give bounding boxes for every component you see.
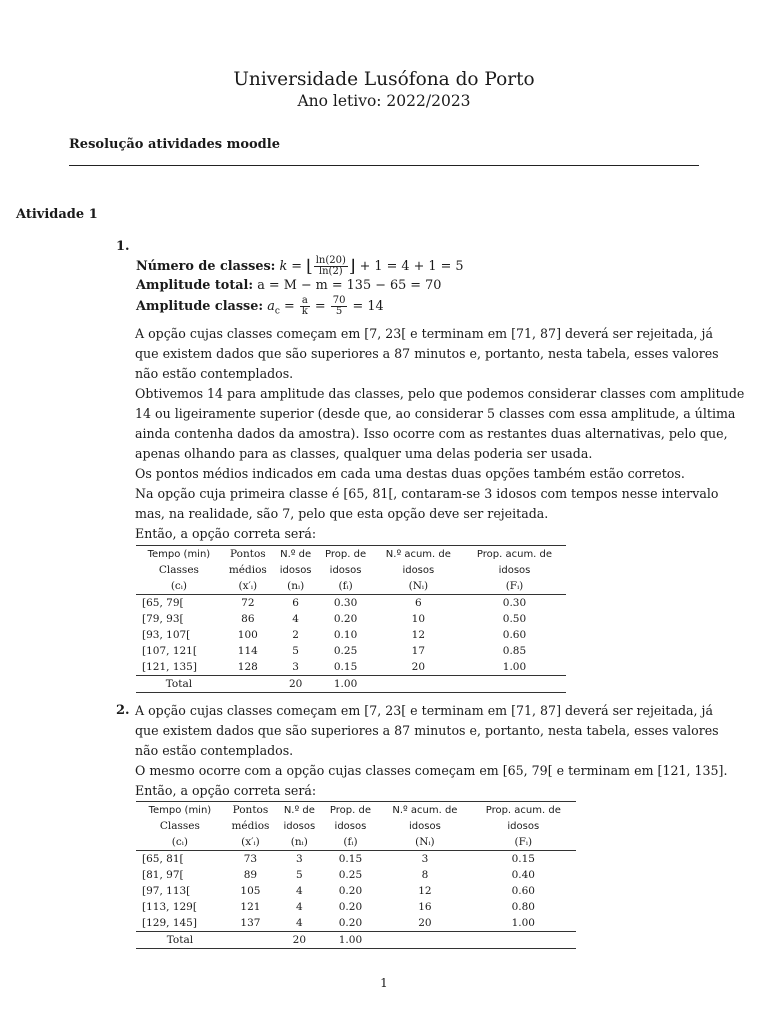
table-total-row (136, 676, 566, 693)
table-cell (224, 932, 277, 949)
table-header-cell: idosos (334, 820, 367, 832)
table-header-cell: Classes (159, 820, 200, 832)
table-header-cell: idosos (402, 564, 435, 576)
question-number: 1. (116, 239, 130, 254)
formula-num-classes (136, 256, 464, 277)
table-cell: 72 (241, 597, 255, 609)
table-cell: 12 (411, 629, 426, 641)
table-cell: [113, 129[ (142, 901, 197, 913)
table-cell: 0.20 (338, 885, 363, 897)
formula-var: a (267, 299, 275, 314)
table-cell: 0.15 (511, 853, 535, 865)
table-header-cell: Prop. acum. de (471, 802, 576, 819)
table-header-cell: Pontos (224, 802, 277, 819)
paragraph-line: ainda contenha dados da amostra). Isso ocorre com as restantes duas alternativas, pelo que, (135, 426, 728, 441)
section-heading: Resolução atividades moodle (69, 137, 280, 152)
table-header-row (136, 546, 566, 563)
paragraph-line: não estão contemplados. (135, 743, 294, 758)
activity-heading: Atividade 1 (16, 207, 98, 222)
table-cell: 0.15 (333, 661, 358, 673)
table-cell: 0.60 (502, 629, 527, 641)
paragraph-line: A opção cujas classes começam em [7, 23[ e terminam em [71, 87] deverá ser rejeitada, já (135, 703, 713, 718)
floor-bracket-right: ⌋ (348, 256, 356, 277)
table-header-cell: Tempo (min) (136, 802, 224, 819)
table-header-cell: (fᵢ) (322, 834, 380, 851)
table-header-cell: médios (228, 564, 267, 576)
fraction-denominator: k (301, 306, 308, 317)
table-header-cell: (Nᵢ) (379, 834, 470, 851)
table-cell: 0.50 (502, 613, 527, 625)
table-cell: Total (136, 676, 222, 693)
table-row (136, 883, 576, 899)
table-header-cell: N.º acum. de (374, 546, 463, 563)
table-cell: [93, 107[ (142, 629, 191, 641)
table-header-cell: (Fᵢ) (471, 834, 576, 851)
paragraph-line: mas, na realidade, são 7, pelo que esta opção deve ser rejeitada. (135, 506, 549, 521)
table-header-cell: (cᵢ) (136, 578, 222, 595)
table-cell: [79, 93[ (142, 613, 184, 625)
paragraph-line: 14 ou ligeiramente superior (desde que, ao considerar 5 classes com essa amplitude, a última (135, 406, 736, 421)
table-header-row (136, 818, 576, 834)
table-header-row (136, 562, 566, 578)
table-cell: 1.00 (317, 676, 373, 693)
table-cell: 3 (292, 661, 299, 673)
table-cell: 17 (411, 645, 426, 657)
table-cell (222, 676, 274, 693)
table-row (136, 851, 576, 868)
formula-subscript: c (274, 306, 280, 317)
fraction-numerator: a (300, 296, 310, 307)
formula-label: Número de classes: (136, 259, 276, 274)
paragraph-line: Na opção cuja primeira classe é [65, 81[, contaram-se 3 idosos com tempos nesse intervalo (135, 486, 719, 501)
table-header-cell: Prop. de (322, 802, 380, 819)
table-cell: 1.00 (511, 917, 535, 929)
floor-bracket-left: ⌊ (306, 256, 313, 277)
table-header-cell: idosos (279, 564, 312, 576)
table-cell: 105 (240, 885, 261, 897)
table-cell: 20 (411, 661, 426, 673)
table-header-cell: (fᵢ) (317, 578, 373, 595)
table-cell: 114 (237, 645, 258, 657)
table-header-cell: N.º de (274, 546, 318, 563)
table-cell: 100 (237, 629, 258, 641)
table-header-cell: médios (231, 820, 270, 832)
table-cell: 0.20 (338, 901, 363, 913)
table-cell (379, 932, 470, 949)
formula-text: k = (279, 259, 303, 274)
table-cell: 6 (292, 597, 299, 609)
table-cell: 0.60 (511, 885, 535, 897)
table-header-cell: (Nᵢ) (374, 578, 463, 595)
paragraph-line: não estão contemplados. (135, 366, 294, 381)
formula-eq: = (314, 299, 326, 314)
formula-text: + 1 = 4 + 1 = 5 (359, 259, 464, 274)
table-cell: [121, 135] (142, 661, 197, 673)
table-header-cell: idosos (329, 564, 362, 576)
table-cell: 4 (296, 885, 303, 897)
table-cell: 128 (237, 661, 258, 673)
table-cell: 3 (421, 853, 429, 865)
table-header-cell: (cᵢ) (136, 834, 224, 851)
q2-paragraph (135, 701, 727, 801)
table-header-cell: Tempo (min) (136, 546, 222, 563)
table-header-cell: (Fᵢ) (463, 578, 566, 595)
fraction-numerator: ln(20) (315, 255, 346, 266)
table-header-cell: (nᵢ) (274, 578, 318, 595)
table-header-row (136, 834, 576, 851)
question-number: 2. (116, 703, 130, 718)
table-cell: 12 (418, 885, 432, 897)
table-cell: [65, 81[ (142, 853, 184, 865)
table-cell: 0.40 (511, 869, 535, 881)
paragraph-line: apenas olhando para as classes, qualquer uma delas poderia ser usada. (135, 446, 593, 461)
table-cell: Total (136, 932, 224, 949)
table-cell: 3 (296, 853, 303, 865)
table-cell: 10 (411, 613, 426, 625)
paragraph-line: que existem dados que são superiores a 87 minutos e, portanto, nesta tabela, esses valores (135, 723, 719, 738)
paragraph-line: que existem dados que são superiores a 87 minutos e, portanto, nesta tabela, esses valores (135, 346, 719, 361)
formula-amplitude-total (136, 278, 441, 293)
table-cell: 5 (292, 645, 299, 657)
table-cell: 1.00 (322, 932, 380, 949)
table-row (136, 643, 566, 659)
page-title: Universidade Lusófona do Porto (233, 69, 535, 90)
table-cell: [107, 121[ (142, 645, 197, 657)
table-cell: 8 (421, 869, 429, 881)
formula-eq: = (283, 299, 295, 314)
table-cell: 0.10 (333, 629, 358, 641)
frequency-table-2 (136, 801, 576, 949)
table-cell: 73 (243, 853, 258, 865)
table-row (136, 915, 576, 932)
table-cell: 0.15 (338, 853, 363, 865)
table-cell: 86 (241, 613, 255, 625)
table-cell (374, 676, 463, 693)
paragraph-line: Os pontos médios indicados em cada uma destas duas opções também estão corretos. (135, 466, 685, 481)
table-cell: 1.00 (502, 661, 527, 673)
paragraph-line: Então, a opção correta será: (135, 783, 317, 798)
table-cell: 5 (296, 869, 303, 881)
table-header-cell: N.º acum. de (379, 802, 470, 819)
formula-amplitude-class (136, 296, 384, 317)
fraction-denominator: 5 (335, 306, 343, 317)
table-header-cell: (x′ᵢ) (222, 578, 274, 595)
table-cell: 20 (277, 932, 322, 949)
fraction-numerator: 70 (332, 295, 346, 306)
q1-paragraph (135, 324, 744, 544)
table-cell: 20 (418, 917, 432, 929)
table-cell: 0.20 (338, 917, 363, 929)
table-header-cell: idosos (409, 820, 441, 832)
table-cell: 89 (243, 869, 258, 881)
table-cell: 20 (274, 676, 318, 693)
formula-text: = 14 (352, 299, 384, 314)
table-header-cell: (x′ᵢ) (224, 834, 277, 851)
paragraph-line: O mesmo ocorre com a opção cujas classes começam em [65, 79[ e terminam em [121, 135]. (135, 763, 728, 778)
table-cell: 0.80 (511, 901, 535, 913)
table-total-row (136, 932, 576, 949)
table-header-row (136, 802, 576, 819)
paragraph-line: Então, a opção correta será: (135, 526, 317, 541)
table-cell: 137 (240, 917, 261, 929)
table-cell: 4 (296, 917, 303, 929)
table-row (136, 659, 566, 676)
table-row (136, 611, 566, 627)
table-row (136, 627, 566, 643)
table-header-cell: (nᵢ) (277, 834, 322, 851)
table-header-cell: Prop. acum. de (463, 546, 566, 563)
table-cell: [97, 113[ (142, 885, 191, 897)
paragraph-line: A opção cujas classes começam em [7, 23[ e terminam em [71, 87] deverá ser rejeitada, já (135, 326, 713, 341)
paragraph-line: Obtivemos 14 para amplitude das classes, pelo que podemos considerar classes com amplitude (135, 386, 745, 401)
table-header-cell: idosos (283, 820, 316, 832)
table-header-cell: N.º de (277, 802, 322, 819)
formula-label: Amplitude classe: (136, 299, 264, 314)
table-row (136, 595, 566, 612)
table-header-cell: idosos (507, 820, 540, 832)
table-cell: 0.20 (333, 613, 358, 625)
table-cell: [81, 97[ (142, 869, 184, 881)
page-number: 1 (380, 976, 388, 990)
table-cell: 0.30 (502, 597, 527, 609)
table-header-cell: Pontos (222, 546, 274, 563)
table-row (136, 899, 576, 915)
table-header-row (136, 578, 566, 595)
table-cell: 4 (292, 613, 299, 625)
formula-label: Amplitude total: (136, 278, 254, 293)
table-cell: 4 (296, 901, 303, 913)
table-cell: 2 (292, 629, 299, 641)
fraction (314, 256, 348, 277)
table-cell (463, 676, 566, 693)
formula-text: a = M − m = 135 − 65 = 70 (257, 278, 442, 293)
table-header-cell: idosos (498, 564, 531, 576)
table-cell: [65, 79[ (142, 597, 184, 609)
page-subtitle: Ano letivo: 2022/2023 (297, 92, 471, 110)
table-cell (471, 932, 576, 949)
table-header-cell: Prop. de (317, 546, 373, 563)
fraction (331, 296, 348, 317)
fraction (300, 296, 310, 317)
table-cell: 16 (418, 901, 432, 913)
table-cell: 0.30 (333, 597, 358, 609)
table-cell: 0.25 (338, 869, 363, 881)
table-cell: 0.25 (333, 645, 358, 657)
frequency-table-1 (136, 545, 566, 693)
table-cell: 6 (415, 597, 422, 609)
table-row (136, 867, 576, 883)
table-cell: 121 (240, 901, 261, 913)
table-header-cell: Classes (158, 564, 199, 576)
table-cell: 0.85 (502, 645, 527, 657)
fraction-denominator: ln(2) (318, 266, 343, 277)
divider (69, 165, 699, 166)
table-cell: [129, 145] (142, 917, 197, 929)
